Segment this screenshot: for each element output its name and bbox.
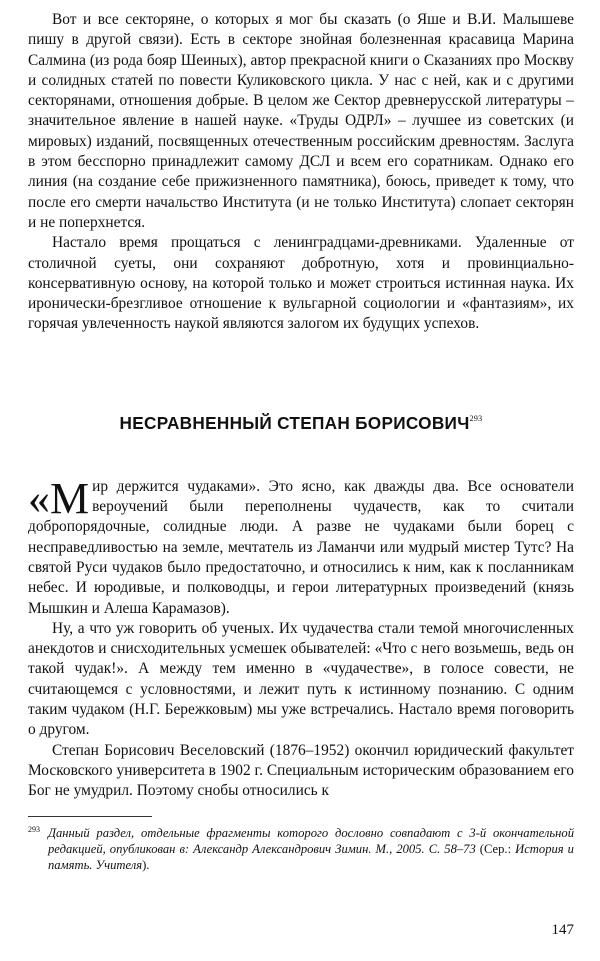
footnote bbox=[28, 822, 574, 874]
section-paragraph-1-text: ир держится чудаками». Это ясно, как дважды два. Все основатели вероучений были переполнены чудачеств, как то считали добропорядочные, солидные люди. А разве не чудаками были борец с несправедливостью на земле, мечтатель из Ламанчи или мудрый мистер Тутс? На святой Руси чудаков было предостаточно, и относились к ним, как к посланникам небес. И юродивые, и полководцы, и герои литературных произведений (князь Мышкин и Алеша Карамазов). bbox=[28, 477, 574, 617]
page-body bbox=[28, 10, 574, 873]
footnote-number: 293 bbox=[28, 824, 40, 834]
paragraph-1: Вот и все секторяне, о которых я мог бы сказать (о Яше и В.И. Малышеве пишу в другой связи). Есть в секторе знойная болезненная красавица Марина Салмина (из рода бояр Шеиных), автор прекрасной книги о Сказаниях про Москву и солидных статей по повести Куликовского цикла. У нас с ней, как и с другими секторянами, отношения добрые. В целом же Сектор древнерусской литературы – значительное явление в нашей науке. «Труды ОДРЛ» – лучшее из советских (и мировых) изданий, посвященных отечественным российским древностям. Заслуга в этом бесспорно принадлежит самому ДСЛ и всем его соратникам. Однако его линия (на создание себе прижизненного памятника), боюсь, приведет к тому, что после его смерти начальство Института (и не только Института) слопает секторян и не поперхнется. bbox=[28, 11, 574, 231]
footnote-text: Данный раздел, отдельные фрагменты которого дословно совпадают с 3-й окончательной редакцией, опубликован в: Александр Александрович Зимин. М., 2005. С. 58–73 bbox=[48, 825, 574, 856]
footnote-divider bbox=[28, 816, 152, 817]
section-paragraph-3: Степан Борисович Веселовский (1876–1952) окончил юридический факультет Московского университета в 1902 г. Специальным историческим образованием его Бог не умудрил. Поэтому снобы относились к bbox=[28, 741, 574, 800]
footnote-series-open: (Сер.: bbox=[475, 841, 516, 856]
section-paragraph-1 bbox=[28, 473, 574, 619]
section-heading-title: НЕСРАВНЕННЫЙ СТЕПАН БОРИСОВИЧ bbox=[119, 412, 470, 433]
page-number: 147 bbox=[551, 922, 574, 938]
drop-cap: «М bbox=[28, 473, 90, 523]
footnote-series-name: История и память. Учителя bbox=[48, 841, 574, 872]
footnote-series-close: ). bbox=[142, 857, 150, 872]
heading-footnote-ref: 293 bbox=[469, 413, 483, 423]
paragraph-2: Настало время прощаться с ленинградцами-древниками. Удаленные от столичной суеты, они сохраняют добротную, хотя и провинциально-консервативную основу, на которой только и может строиться истинная наука. Их иронически-брезгливое отношение к вульгарной социологии и «фантазиям», их горячая увлеченность наукой являются залогом их будущих успехов. bbox=[28, 234, 574, 333]
section-heading bbox=[28, 407, 574, 435]
section-paragraph-2: Ну, а что уж говорить об ученых. Их чудачества стали темой многочисленных анекдотов и снисходительных усмешек обывателей: «Что с него возьмешь, ведь он такой чудак!». А между тем именно в «чудачестве», в голосе совести, не считающемся с условностями, и лежит путь к истинному познанию. С одним таким чудаком (Н.Г. Бережковым) мы уже встречались. Настало время поговорить о другом. bbox=[28, 619, 574, 739]
